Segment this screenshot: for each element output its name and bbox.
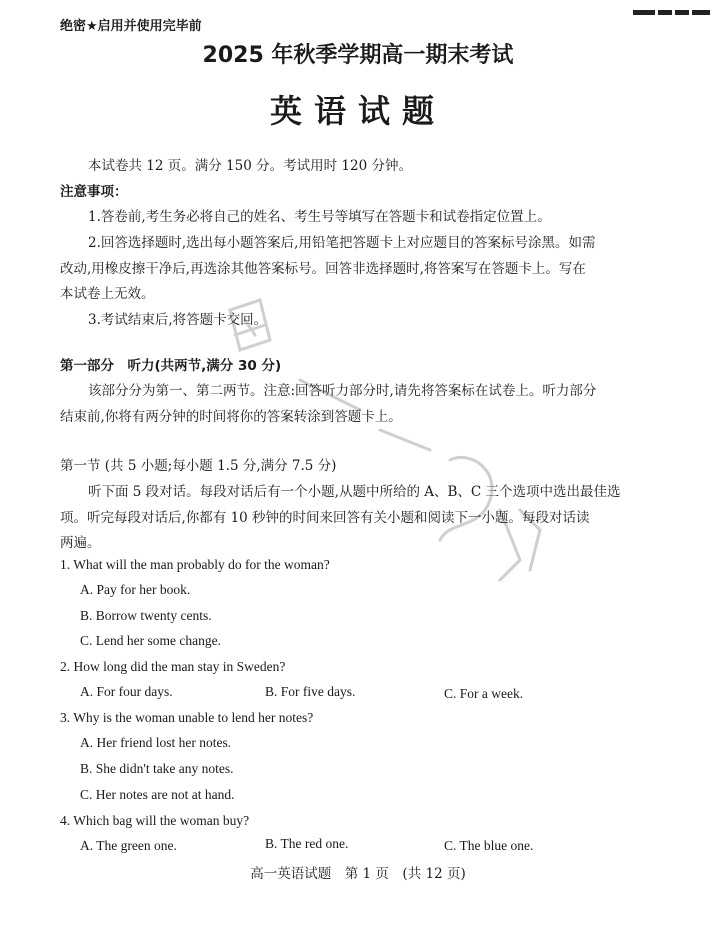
page-footer: 高一英语试题 第 1 页 (共 12 页)	[250, 866, 466, 882]
question-1-option-c: C. Lend her some change.	[80, 633, 221, 648]
question-3-stem: 3. Why is the woman unable to lend her notes?	[60, 710, 314, 725]
question-4-option-a: A. The green one.	[80, 838, 177, 853]
top-edge-mark	[630, 0, 710, 5]
section-one-desc-line-3: 两遍。	[60, 535, 101, 551]
question-4-stem: 4. Which bag will the woman buy?	[60, 813, 250, 828]
section-one-desc-line-2: 项。听完每段对话后,你都有 10 秒钟的时间来回答有关小题和阅读下一小题。每段对话读	[60, 510, 590, 526]
question-3-option-c: C. Her notes are not at hand.	[80, 787, 235, 802]
question-3-option-b: B. She didn't take any notes.	[80, 761, 234, 776]
note-2-line-2: 改动,用橡皮擦干净后,再选涂其他答案标号。回答非选择题时,将答案写在答题卡上。写在	[60, 261, 586, 277]
note-2-line-1: 2.回答选择题时,选出每小题答案后,用铅笔把答题卡上对应题目的答案标号涂黑。如需	[88, 235, 596, 251]
question-2-stem: 2. How long did the man stay in Sweden?	[60, 659, 286, 674]
note-3: 3.考试结束后,将答题卡交回。	[88, 312, 268, 328]
exam-title: 2025 年秋季学期高一期末考试	[202, 43, 514, 68]
question-2-option-a: A. For four days.	[80, 684, 173, 699]
question-1-option-b: B. Borrow twenty cents.	[80, 608, 212, 623]
note-2-line-3: 本试卷上无效。	[60, 286, 155, 302]
note-1: 1.答卷前,考生务必将自己的姓名、考生号等填写在答题卡和试卷指定位置上。	[88, 209, 551, 225]
question-2-option-b: B. For five days.	[265, 684, 356, 699]
question-2-option-c: C. For a week.	[444, 686, 524, 701]
notes-heading: 注意事项：	[60, 184, 128, 200]
question-3-option-a: A. Her friend lost her notes.	[80, 735, 232, 750]
question-4-option-c: C. The blue one.	[444, 838, 534, 853]
question-4-option-b: B. The red one.	[265, 836, 349, 851]
part-one-desc-line-1: 该部分分为第一、第二两节。注意:回答听力部分时,请先将答案标在试卷上。听力部分	[88, 383, 597, 399]
question-1-option-a: A. Pay for her book.	[80, 582, 191, 597]
section-one-desc-line-1: 听下面 5 段对话。每段对话后有一个小题,从题中所给的 A、B、C 三个选项中选出最佳选	[88, 484, 621, 500]
section-one-heading: 第一节 (共 5 小题;每小题 1.5 分,满分 7.5 分)	[60, 458, 337, 474]
exam-summary: 本试卷共 12 页。满分 150 分。考试用时 120 分钟。	[88, 158, 412, 174]
question-1-stem: 1. What will the man probably do for the woman?	[60, 557, 330, 572]
confidential-label: 绝密★启用并使用完毕前	[60, 19, 202, 34]
subject-title: 英语试题	[269, 92, 446, 130]
part-one-heading: 第一部分 听力(共两节,满分 30 分)	[60, 358, 282, 374]
part-one-desc-line-2: 结束前,你将有两分钟的时间将你的答案转涂到答题卡上。	[60, 409, 402, 425]
